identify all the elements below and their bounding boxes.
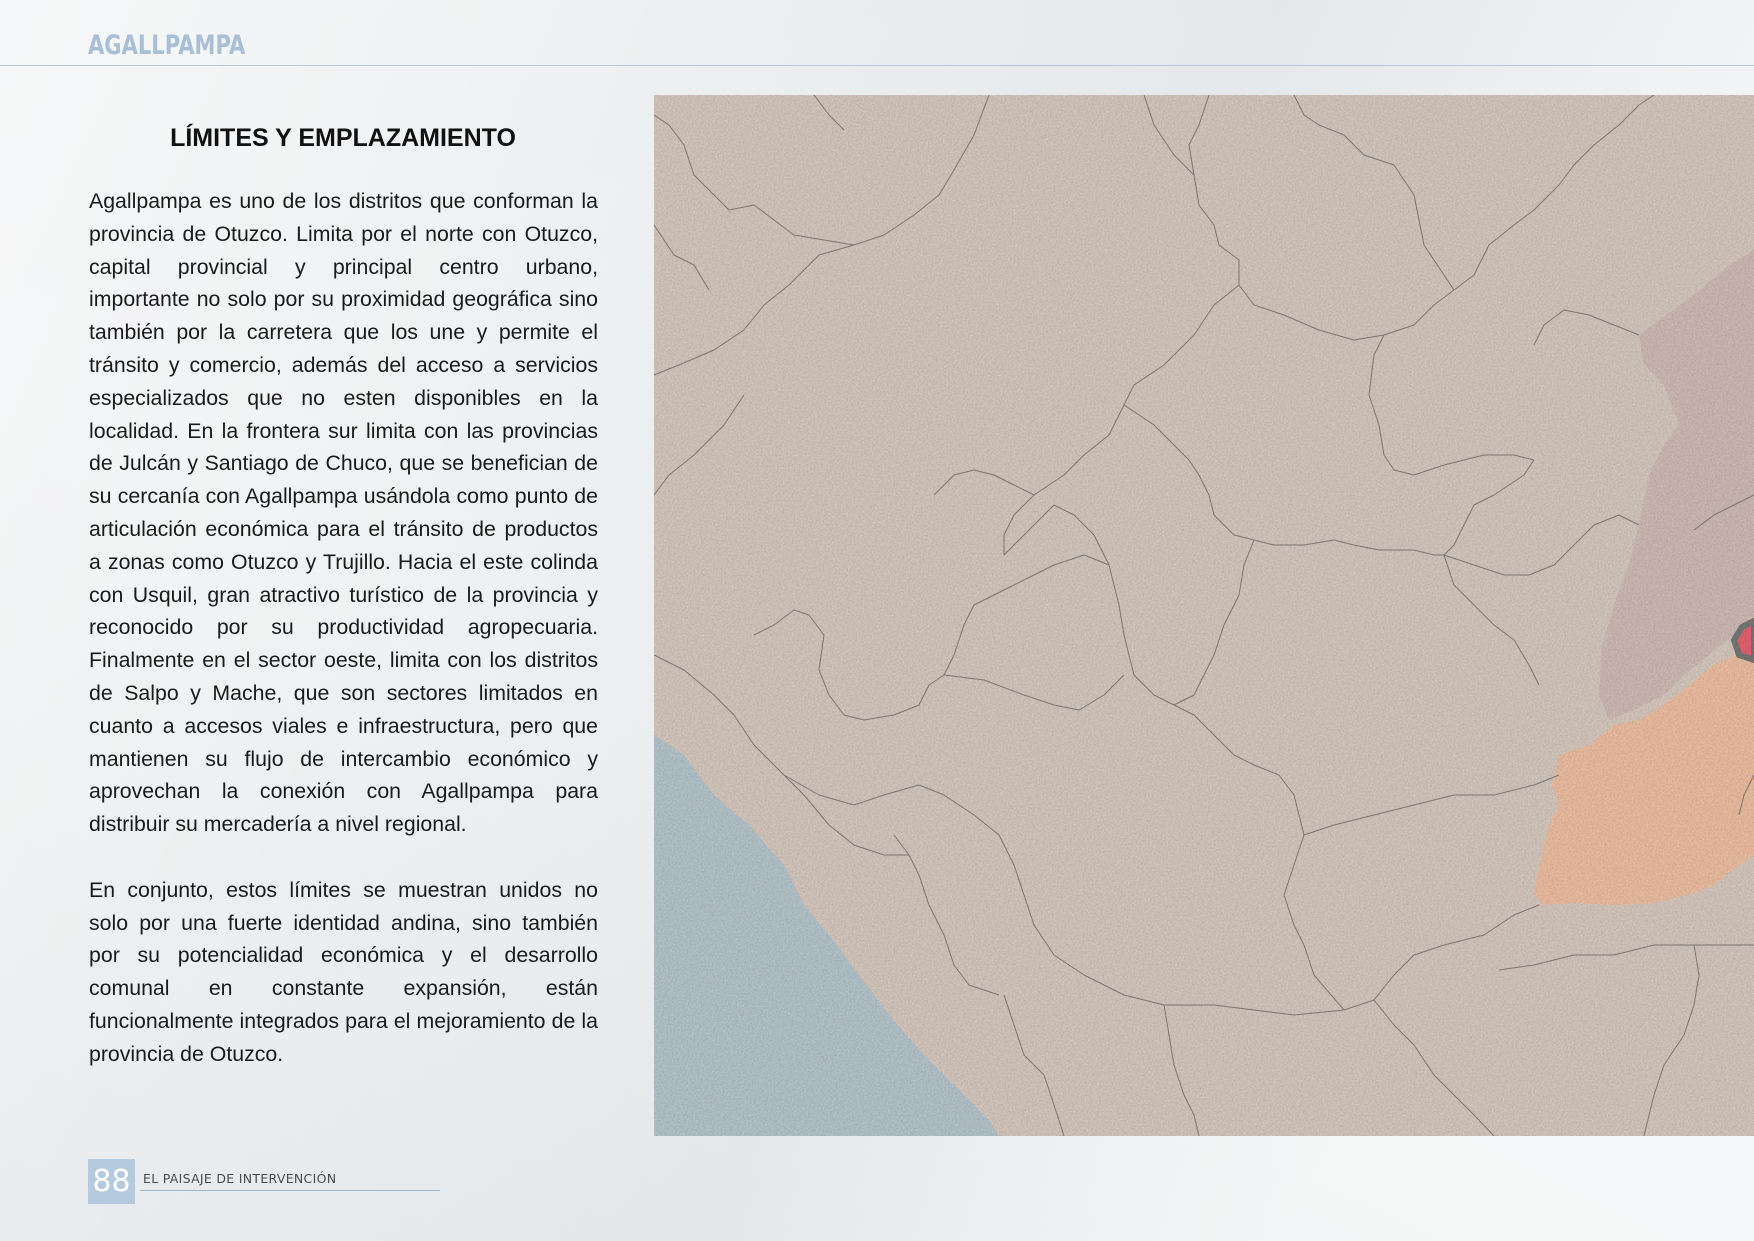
map-svg xyxy=(654,95,1754,1136)
relief-texture xyxy=(654,95,1754,1136)
header-title: AGALLPAMPA xyxy=(88,30,246,61)
footer-section-label: EL PAISAJE DE INTERVENCIÓN xyxy=(143,1171,337,1186)
location-map xyxy=(654,95,1754,1136)
section-title: LÍMITES Y EMPLAZAMIENTO xyxy=(170,124,516,152)
page-number-box xyxy=(88,1159,135,1204)
body-text xyxy=(89,185,598,1071)
footer-rule xyxy=(140,1190,440,1191)
page-number: 88 xyxy=(92,1164,131,1199)
paragraph: Agallpampa es uno de los distritos que conforman la provincia de Otuzco. Limita por el norte con Otuzco, capital provincial y principal centro urbano, importante no solo por su proximidad geográfica sino también por la carretera que los une y permite el tránsito y comercio, además del acceso a servicios especializados que no esten disponibles en la localidad. En la frontera sur limita con las provincias de Julcán y Santiago de Chuco, que se benefician de su cercanía con Agallpampa usándola como punto de articulación económica para el tránsito de productos a zonas como Otuzco y Trujillo. Hacia el este colinda con Usquil, gran atractivo turístico de la provincia y reconocido por su productividad agropecuaria. Finalmente en el sector oeste, limita con los distritos de Salpo y Mache, que son sectores limitados en cuanto a accesos viales e infraestructura, pero que mantienen su flujo de intercambio económico y aprovechan la conexión con Agallpampa para distribuir su mercadería a nivel regional. xyxy=(89,189,598,837)
header-rule xyxy=(0,65,1754,66)
paragraph: En conjunto, estos límites se muestran unidos no solo por una fuerte identidad andina, sino también por su potencialidad económica y el desarrollo comunal en constante expansión, están funcionalmente integrados para el mejoramiento de la provincia de Otuzco. xyxy=(89,877,598,1066)
